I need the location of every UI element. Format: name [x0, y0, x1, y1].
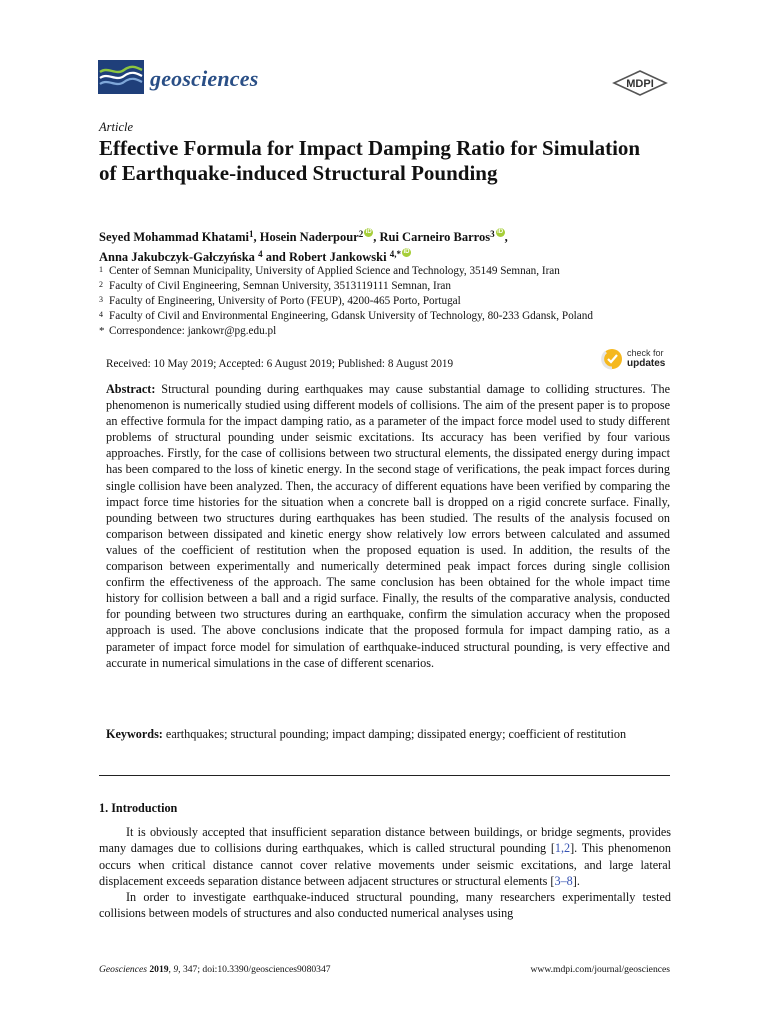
author-affil-sup: 4,*: [389, 249, 401, 259]
author-name: Robert Jankowski: [288, 250, 387, 264]
section-heading: 1. Introduction: [99, 801, 178, 815]
author-line-1: Seyed Mohammad Khatami$^1$, Hosein Naderpour$^2$ iD , Rui Carneiro Barros$^3$ iD ,: [99, 229, 508, 244]
affiliation-item: 3 Faculty of Engineering, University of Porto (FEUP), 4200-465 Porto, Portugal: [99, 295, 461, 307]
orcid-icon[interactable]: iD: [497, 229, 504, 235]
paper-title: Effective Formula for Impact Damping Ratio for Simulation of Earthquake-induced Structural Pounding: [99, 136, 641, 185]
mdpi-logo: [612, 70, 668, 96]
author-list: [99, 227, 669, 267]
check-updates-icon: [601, 348, 623, 370]
paragraph: It is obviously accepted that insufficient separation distance between buildings, or bridge segments, provides many damages due to collisions during earthquakes, which is called structural pounding [1,2]. This phenomenon occurs when critical distance cannot cover relative movements under seismic excitations, and large lateral displacement exceeds separation distance between adjacent structures or structural elements [3–8].: [99, 825, 671, 888]
author-affil-sup: 1: [249, 229, 254, 239]
author-affil-sup: 2: [358, 229, 364, 239]
check-updates-line1: check for: [627, 348, 664, 358]
affiliation-item: 4 Faculty of Civil and Environmental Engineering, Gdansk University of Technology, 80-233 Gdansk, Poland: [99, 310, 593, 322]
citation-link[interactable]: 1,2: [554, 841, 571, 856]
abstract-label: Abstract:: [106, 382, 156, 396]
keywords-label: Keywords:: [106, 727, 163, 741]
affiliation-list: [99, 264, 679, 339]
check-for-updates-badge[interactable]: [601, 346, 673, 376]
check-updates-line2: updates: [627, 358, 666, 369]
footer-year: 2019: [149, 964, 169, 975]
publication-dates: Received: 10 May 2019; Accepted: 6 August 2019; Published: 8 August 2019: [106, 358, 454, 370]
affiliation-item: 2 Faculty of Civil Engineering, Semnan University, 3513119111 Semnan, Iran: [99, 280, 451, 292]
footer-journal: Geosciences: [99, 964, 147, 975]
svg-text:MDPI: MDPI: [626, 78, 654, 90]
paragraph: In order to investigate earthquake-induced structural pounding, many researchers experimentally tested collisions between models of structures and also conducted numerical analyses using: [99, 890, 671, 921]
section-divider: [99, 775, 670, 776]
orcid-icon[interactable]: iD: [403, 249, 410, 255]
abstract-text: Structural pounding during earthquakes may cause substantial damage to colliding structures. The phenomenon is numerically studied using different models of collisions. The aim of the present paper is to propose an effective formula for the impact damping ratio, as a parameter of the impact force model used to study different problems of structural pounding under seismic excitations. Its accuracy has been verified by four various approaches. Firstly, for the case of collisions between two structural elements, the dissipated energy during impact has been compared to the loss of kinetic energy. In the second stage of verifications, the peak impact forces during single collision have been analyzed. Then, the accuracy of different equations have been verified by comparing the impact force time histories for the situation when a concrete ball is dropped on a rigid concrete surface. Finally, pounding between two structures during earthquakes has been studied. The results of the analysis focused on comparison between dissipated and kinetic energy show relatively low errors between calculated and assumed values of the coefficient of restitution when the proposed equation is used. In addition, the results of the comparison between experimentally and numerically determined peak impact forces during single collision confirm the effectiveness of the approach. The same conclusion has been obtained for the whole impact time history for collision between a ball and a rigid surface. Finally, the results of the comparative analysis, conducted for pounding between two structures during an earthquake, confirm the simulation accuracy when the proposed approach is used. The above conclusions indicate that the proposed formula for impact damping ratio, as a parameter of impact force model for simulation of earthquake-induced structural pounding, is very effective and accurate in numerical simulations in the case of different scenarios.: [106, 382, 670, 670]
footer-citation: Geosciences 2019, 9, 347; doi:10.3390/geosciences9080347: [99, 964, 331, 975]
introduction-body: [99, 824, 671, 922]
affiliation-item: 1 Center of Semnan Municipality, University of Applied Science and Technology, 35149 Semnan, Iran: [99, 265, 560, 277]
keywords: [106, 726, 670, 742]
author-name: Hosein Naderpour: [259, 230, 359, 244]
correspondence: * Correspondence: jankowr@pg.edu.pl: [99, 325, 277, 337]
author-name: Anna Jakubczyk-Gałczyńska: [99, 250, 255, 264]
journal-name: geosciences: [150, 66, 259, 91]
geosciences-logo-icon: [98, 60, 144, 94]
author-line-2: Anna Jakubczyk-Gałczyńska $^4$ and Robert Jankowski $^{4,*}$ iD: [99, 249, 410, 264]
author-name: Seyed Mohammad Khatami: [99, 230, 249, 244]
footer-volume: 9: [173, 964, 179, 975]
citation-link[interactable]: 3–8: [554, 873, 573, 888]
abstract: [106, 381, 670, 671]
keywords-text: earthquakes; structural pounding; impact damping; dissipated energy; coefficient of restitution: [165, 727, 627, 741]
article-type: Article: [99, 120, 134, 134]
author-affil-sup: 4: [258, 249, 263, 259]
footer-doi: , 347; doi:10.3390/geosciences9080347: [178, 964, 331, 975]
author-affil-sup: 3: [490, 229, 495, 239]
orcid-icon[interactable]: iD: [365, 229, 372, 235]
author-name: Rui Carneiro Barros: [379, 230, 491, 244]
footer-url[interactable]: www.mdpi.com/journal/geosciences: [530, 964, 670, 975]
